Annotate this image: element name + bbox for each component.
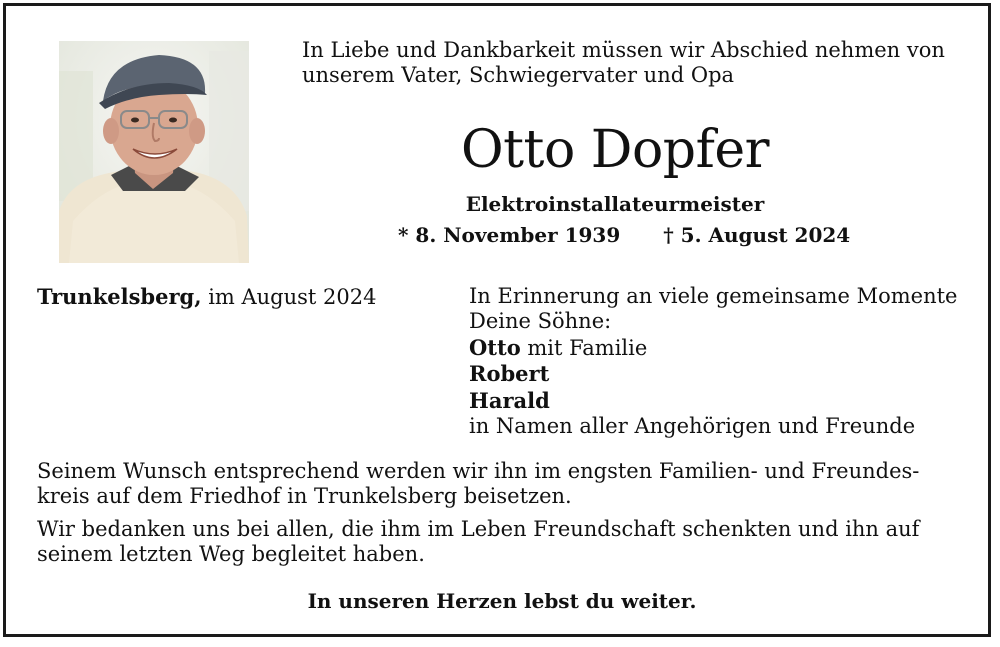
mourner-son-1 xyxy=(469,335,969,361)
mourner-son-2 xyxy=(469,361,969,387)
portrait-illustration xyxy=(59,41,249,263)
son-1-suffix: mit Familie xyxy=(520,335,648,360)
paragraph-2 xyxy=(37,517,957,567)
paragraph-1-line-1: Seinem Wunsch entsprechend werden wir ihn im engsten Familien- und Freundes- xyxy=(37,459,920,483)
birth-date: * 8. November 1939 xyxy=(398,223,621,247)
place-date-text: im August 2024 xyxy=(201,285,377,309)
body-text xyxy=(37,459,957,567)
mourner-son-3 xyxy=(469,388,969,414)
son-2-name: Robert xyxy=(469,361,550,387)
mourners-line-1: In Erinnerung an viele gemeinsame Momente xyxy=(469,284,958,308)
life-dates xyxy=(398,221,851,249)
death-date: † 5. August 2024 xyxy=(663,223,851,247)
son-3-name: Harald xyxy=(469,387,550,413)
paragraph-1-line-2: kreis auf dem Friedhof in Trunkelsberg beisetzen. xyxy=(37,484,572,508)
paragraph-2-line-1: Wir bedanken uns bei allen, die ihm im Leben Freundschaft schenkten und ihn auf xyxy=(37,517,920,541)
place-date xyxy=(37,284,377,310)
mourners-line-2: Deine Söhne: xyxy=(469,309,612,334)
profession: Elektroinstallateurmeister xyxy=(465,192,765,216)
son-1-name: Otto xyxy=(469,334,521,360)
intro-line-2: unserem Vater, Schwiegervater und Opa xyxy=(302,63,735,87)
paragraph-1 xyxy=(37,459,957,509)
portrait-photo xyxy=(59,41,249,263)
paragraph-2-line-2: seinem letzten Weg begleitet haben. xyxy=(37,542,425,566)
place-name: Trunkelsberg, xyxy=(37,284,202,309)
mourners-block xyxy=(469,284,969,439)
closing-line: In unseren Herzen lebst du weiter. xyxy=(307,589,697,613)
deceased-name: Otto Dopfer xyxy=(461,120,769,180)
intro-line-1: In Liebe und Dankbarkeit müssen wir Abschied nehmen von xyxy=(302,38,945,62)
intro-text xyxy=(302,38,972,88)
mourners-closing: in Namen aller Angehörigen und Freunde xyxy=(469,414,916,439)
